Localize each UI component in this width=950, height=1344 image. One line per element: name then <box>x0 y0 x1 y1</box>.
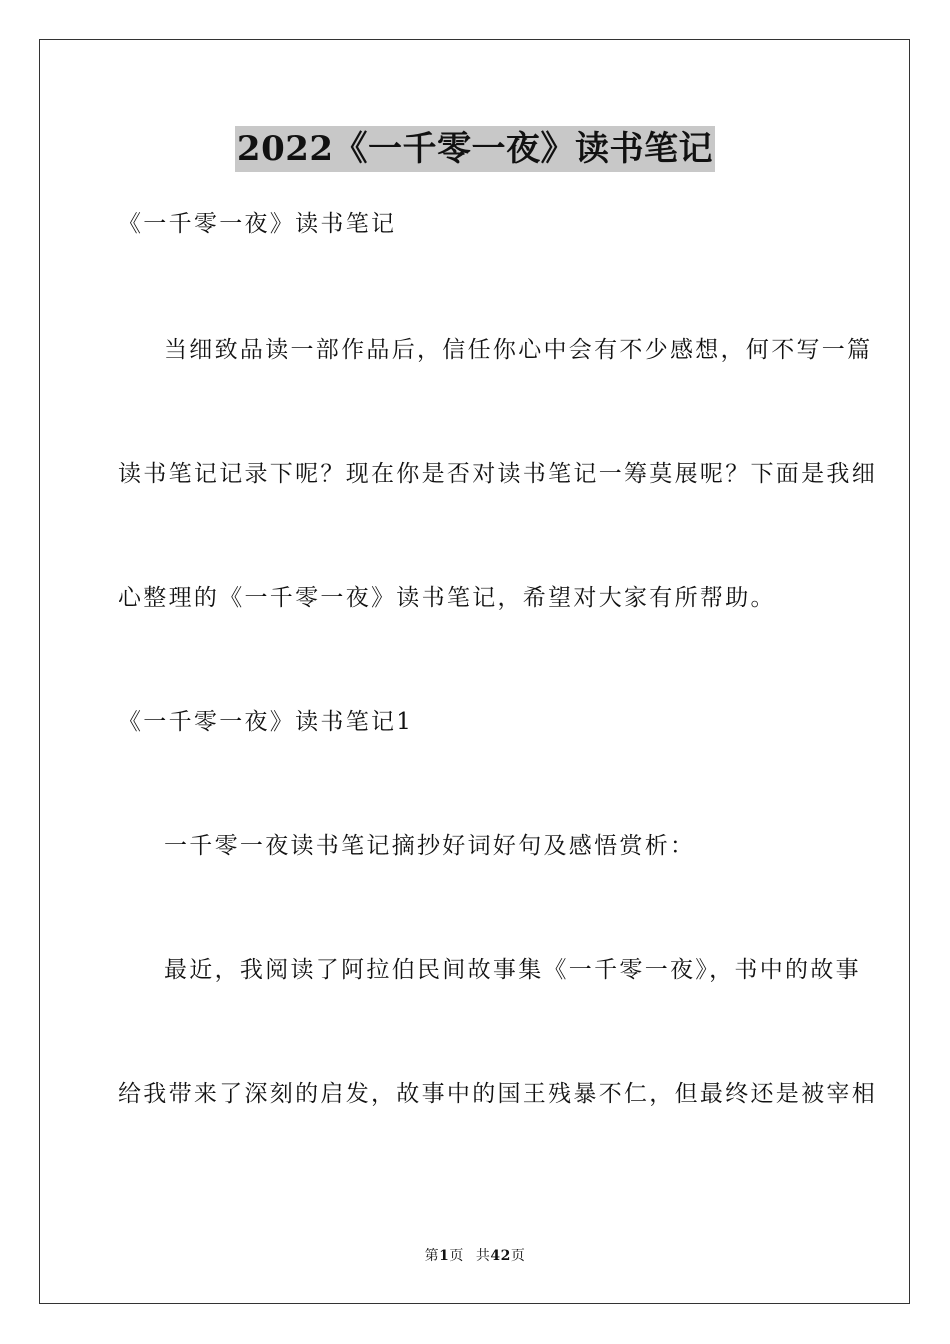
section-heading: 《一千零一夜》读书笔记1 <box>118 709 414 735</box>
footer-page-number: 1 <box>439 1248 450 1264</box>
footer-total-prefix: 共 <box>475 1248 491 1264</box>
paragraph-line: 给我带来了深刻的启发，故事中的国王残暴不仁，但最终还是被宰相 <box>118 1081 877 1107</box>
subtitle-line: 《一千零一夜》读书笔记 <box>118 211 397 237</box>
paragraph-line: 读书笔记记录下呢？现在你是否对读书笔记一筹莫展呢？下面是我细 <box>118 461 877 487</box>
paragraph-line: 心整理的《一千零一夜》读书笔记，希望对大家有所帮助。 <box>118 585 776 611</box>
footer-total-suffix: 页 <box>510 1248 526 1264</box>
paragraph-line: 当细致品读一部作品后，信任你心中会有不少感想，何不写一篇 <box>164 337 873 363</box>
footer-total-pages: 42 <box>490 1248 511 1264</box>
paragraph-line: 一千零一夜读书笔记摘抄好词好句及感悟赏析： <box>164 833 696 859</box>
page-footer <box>0 1246 950 1266</box>
footer-page-suffix: 页 <box>449 1248 464 1264</box>
paragraph-line: 最近，我阅读了阿拉伯民间故事集《一千零一夜》，书中的故事 <box>164 957 861 983</box>
document-title: 2022《一千零一夜》读书笔记 <box>235 126 715 172</box>
footer-page-prefix: 第 <box>424 1248 440 1264</box>
title-container <box>0 126 950 172</box>
